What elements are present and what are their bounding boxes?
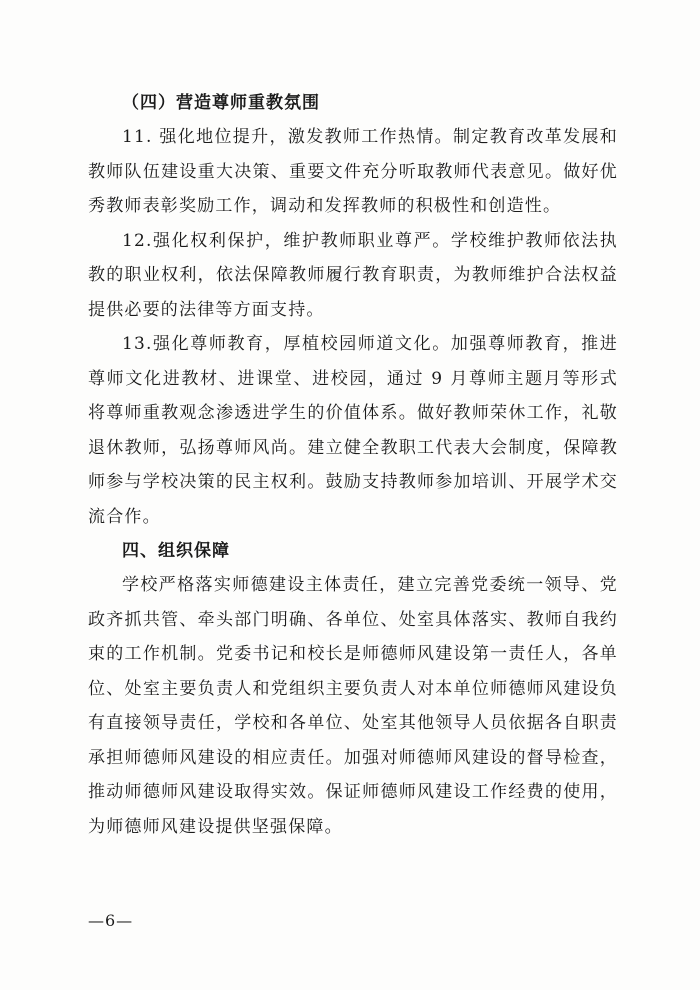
- page-number: —6—: [88, 911, 134, 930]
- paragraph-organization: 学校严格落实师德建设主体责任，建立完善党委统一领导、党政齐抓共管、牵头部门明确、各单位、处室具体落实、教师自我约束的工作机制。党委书记和校长是师德师风建设第一责任人，各单位、处室主要负责人和党组织主要负责人对本单位师德师风建设负有直接领导责任，学校和各单位、处室其他领导人员依据各自职责承担师德师风建设的相应责任。加强对师德师风建设的督导检查，推动师德师风建设取得实效。保证师德师风建设工作经费的使用，为师德师风建设提供坚强保障。: [88, 575, 618, 837]
- section-heading: （四）营造尊师重教氛围: [122, 93, 320, 113]
- document-body: [88, 86, 618, 844]
- main-heading: 四、组织保障: [122, 541, 230, 561]
- paragraph-13: 13.强化尊师教育，厚植校园师道文化。加强尊师教育，推进尊师文化进教材、进课堂、进校园，通过 9 月尊师主题月等形式将尊师重教观念渗透进学生的价值体系。做好教师荣休工作，礼敬退休教师，弘扬尊师风尚。建立健全教职工代表大会制度，保障教师参与学校决策的民主权利。鼓励支持教师参加培训、开展学术交流合作。: [88, 334, 618, 527]
- paragraph-12: 12.强化权利保护，维护教师职业尊严。学校维护教师依法执教的职业权利，依法保障教师履行教育职责，为教师维护合法权益提供必要的法律等方面支持。: [88, 230, 618, 320]
- paragraph-11: 11. 强化地位提升，激发教师工作热情。制定教育改革发展和教师队伍建设重大决策、重要文件充分听取教师代表意见。做好优秀教师表彰奖励工作，调动和发挥教师的积极性和创造性。: [88, 127, 618, 216]
